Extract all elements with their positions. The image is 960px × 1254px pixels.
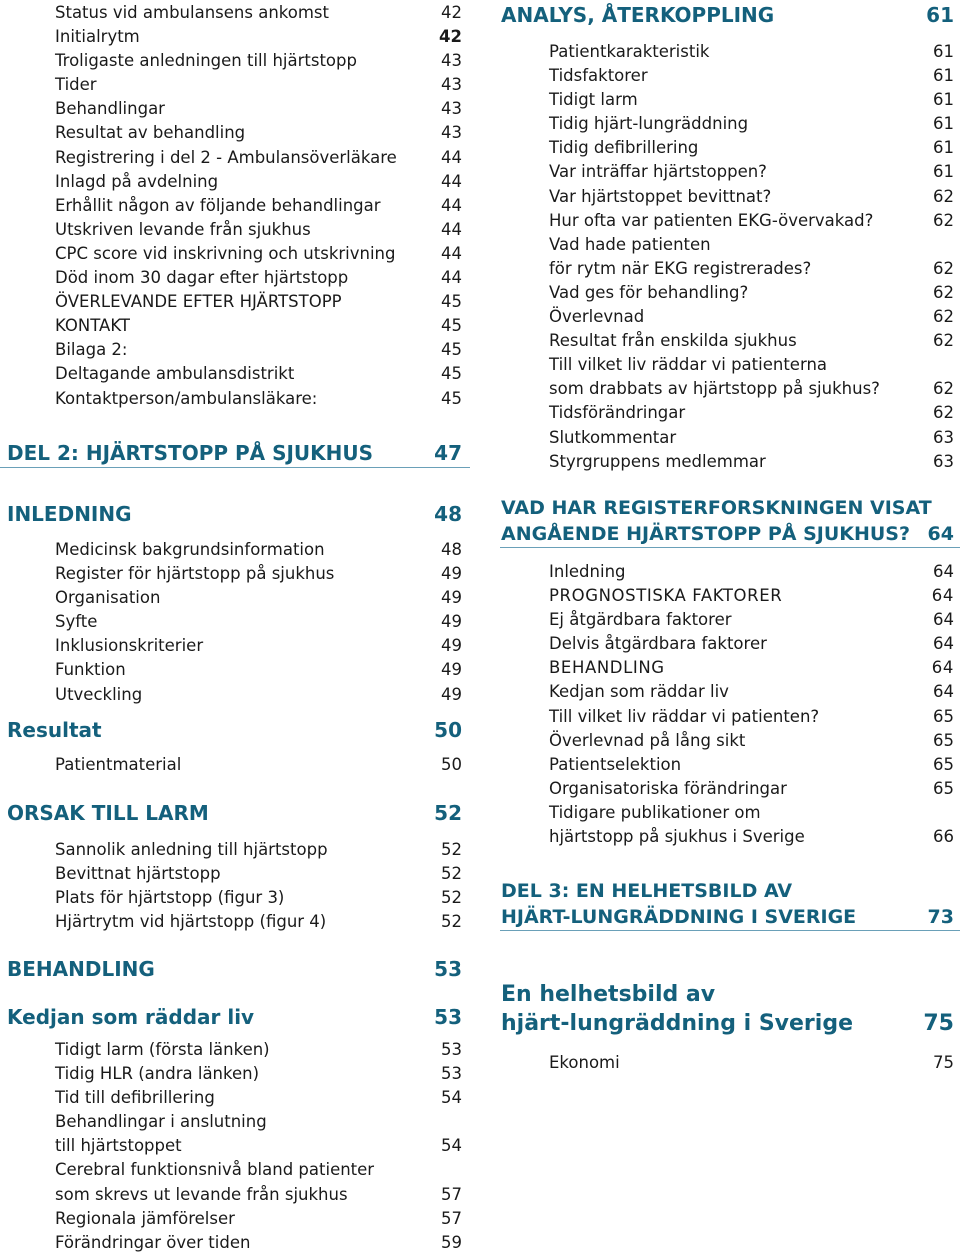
toc-entry-label: PROGNOSTISKA FAKTORER [549, 586, 783, 606]
toc-entry[interactable] [0, 1, 470, 25]
toc-entry-label: Överlevnad på lång sikt [549, 730, 746, 750]
toc-analys-entries [500, 40, 960, 474]
toc-entry-multiline[interactable] [0, 1158, 470, 1206]
toc-entry-page: 49 [441, 660, 462, 680]
heading-label: DEL 2: HJÄRTSTOPP PÅ SJUKHUS [7, 441, 374, 465]
toc-entry-line1: Vad hade patienten [549, 234, 711, 254]
toc-entry[interactable] [500, 185, 960, 209]
toc-entry[interactable] [500, 632, 960, 656]
toc-entry-page: 49 [441, 612, 462, 632]
heading-page: 50 [434, 718, 462, 742]
toc-entry-line2: hjärtstopp på sjukhus i Sverige [549, 827, 805, 847]
toc-entry[interactable] [0, 290, 470, 314]
toc-entry-page: 45 [441, 316, 462, 336]
toc-entry-label: Hur ofta var patienten EKG-övervakad? [549, 210, 874, 230]
toc-entry[interactable] [500, 112, 960, 136]
toc-entry-label: Funktion [55, 660, 126, 680]
toc-entry[interactable] [0, 218, 470, 242]
toc-entry-page: 64 [933, 610, 954, 630]
toc-entry[interactable] [0, 586, 470, 610]
toc-entry-label: Plats för hjärtstopp (figur 3) [55, 888, 285, 908]
toc-entry-label: KONTAKT [55, 316, 130, 336]
heading-line2: HJÄRT-LUNGRÄDDNING I SVERIGE [501, 906, 857, 928]
toc-entry-page: 64 [931, 586, 954, 606]
heading-line2: ANGÅENDE HJÄRTSTOPP PÅ SJUKHUS? [501, 523, 911, 545]
toc-entry-page: 61 [933, 66, 954, 86]
toc-entry[interactable] [0, 562, 470, 586]
toc-entry[interactable] [0, 194, 470, 218]
toc-entry-page: 65 [933, 706, 954, 726]
toc-entry-label: Organisatoriska förändringar [549, 778, 787, 798]
toc-entry-label: Erhållit någon av följande behandlingar [55, 195, 381, 215]
toc-entry-line2: till hjärtstoppet [55, 1136, 182, 1156]
toc-entry-label: Tidig HLR (andra länken) [55, 1064, 260, 1084]
heading-page: 48 [434, 502, 462, 526]
heading-label: BEHANDLING [7, 957, 155, 981]
toc-entry-label: Patientselektion [549, 754, 682, 774]
toc-entry[interactable] [500, 64, 960, 88]
heading-page: 73 [927, 906, 954, 928]
toc-entry[interactable] [0, 910, 470, 934]
toc-entry[interactable] [500, 656, 960, 680]
heading-label: ANALYS, ÅTERKOPPLING [501, 3, 775, 27]
toc-entry-line2: som drabbats av hjärtstopp på sjukhus? [549, 379, 880, 399]
toc-entry-page: 54 [441, 1088, 462, 1108]
toc-entry-label: Hjärtrytm vid hjärtstopp (figur 4) [55, 912, 327, 932]
toc-entry-page: 62 [933, 403, 954, 423]
toc-entry-label: Tidigt larm (första länken) [55, 1040, 270, 1059]
toc-entry-label: Var hjärtstoppet bevittnat? [549, 186, 772, 206]
toc-entry-page: 45 [441, 388, 462, 408]
toc-entry-multiline[interactable] [0, 1110, 470, 1158]
toc-entry[interactable] [0, 1207, 470, 1231]
toc-entry-label: Tider [55, 75, 97, 95]
toc-entry-page: 49 [441, 564, 462, 584]
toc-entry[interactable] [0, 1062, 470, 1086]
toc-entry[interactable] [500, 729, 960, 753]
toc-entry-label: Patientkarakteristik [549, 42, 710, 61]
heading-line1: En helhetsbild av [501, 982, 716, 1007]
toc-entry-line1: Behandlingar i anslutning [55, 1112, 267, 1132]
toc-entry[interactable] [0, 538, 470, 562]
toc-entry-page: 62 [933, 210, 954, 230]
toc-entry-label: Kontaktperson/ambulansläkare: [55, 388, 318, 408]
toc-entry-line1: Tidigare publikationer om [549, 802, 761, 822]
toc-entry-line1: Cerebral funktionsnivå bland patienter [55, 1160, 375, 1180]
toc-entry-page: 45 [441, 364, 462, 384]
toc-heading-orsak[interactable] [0, 800, 470, 827]
toc-entry[interactable] [0, 683, 470, 707]
heading-label: Kedjan som räddar liv [7, 1005, 255, 1029]
toc-heading-kedjan[interactable] [0, 1004, 470, 1031]
toc-entry-page: 48 [441, 540, 462, 559]
toc-entry[interactable] [500, 209, 960, 233]
toc-entry-page: 62 [933, 307, 954, 327]
toc-entry-label: Ej åtgärdbara faktorer [549, 610, 732, 630]
toc-entry-page: 75 [933, 1053, 954, 1072]
toc-entry[interactable] [500, 40, 960, 64]
toc-entry-page: 45 [441, 340, 462, 360]
toc-entry-page: 64 [933, 562, 954, 581]
heading-label: Resultat [7, 718, 102, 742]
toc-entry-page: 49 [441, 636, 462, 656]
toc-entry[interactable] [500, 88, 960, 112]
toc-entry[interactable] [500, 1051, 960, 1075]
toc-entry[interactable] [0, 862, 470, 886]
toc-entry[interactable] [0, 338, 470, 362]
toc-entry[interactable] [0, 121, 470, 145]
toc-entry-label: Delvis åtgärdbara faktorer [549, 634, 767, 654]
toc-heading-analys[interactable] [500, 2, 960, 29]
toc-left-top-entries [0, 1, 470, 411]
toc-entry-page: 44 [441, 171, 462, 191]
toc-entry-page: 63 [933, 427, 954, 447]
toc-entry[interactable] [0, 610, 470, 634]
toc-entry-label: Initialrytm [55, 27, 140, 47]
toc-entry[interactable] [500, 281, 960, 305]
toc-entry-label: Registrering i del 2 - Ambulansöverläkare [55, 147, 397, 167]
toc-entry[interactable] [0, 25, 470, 49]
toc-vad-entries [500, 560, 960, 849]
toc-entry-label: ÖVERLEVANDE EFTER HJÄRTSTOPP [55, 292, 342, 312]
toc-entry[interactable] [500, 753, 960, 777]
toc-entry[interactable] [0, 314, 470, 338]
toc-orsak-entries [0, 838, 470, 934]
toc-entry-label: Tidsfaktorer [549, 66, 648, 86]
toc-entry-label: Utveckling [55, 684, 143, 704]
toc-entry[interactable] [0, 266, 470, 290]
toc-entry-page: 49 [441, 588, 462, 608]
toc-entry-label: Slutkommentar [549, 427, 677, 447]
toc-entry[interactable] [0, 73, 470, 97]
toc-entry[interactable] [500, 680, 960, 704]
toc-entry-page: 42 [441, 3, 462, 22]
toc-entry-line1: Till vilket liv räddar vi patienterna [549, 355, 828, 375]
toc-entry[interactable] [0, 886, 470, 910]
toc-entry-label: Överlevnad [549, 307, 645, 327]
toc-entry[interactable] [500, 560, 960, 584]
toc-entry-label: Resultat från enskilda sjukhus [549, 331, 797, 351]
toc-entry-label: Status vid ambulansens ankomst [55, 3, 329, 22]
toc-entry-label: Tidig defibrillering [549, 138, 699, 158]
toc-entry-label: Medicinsk bakgrundsinformation [55, 540, 325, 559]
toc-entry-label: Organisation [55, 588, 161, 608]
toc-entry-label: Regionala jämförelser [55, 1208, 235, 1228]
toc-entry-page: 57 [441, 1208, 462, 1228]
toc-entry-page: 64 [933, 634, 954, 654]
toc-entry-label: Tidsförändringar [549, 403, 686, 423]
toc-kedjan-entries [0, 1038, 470, 1254]
heading-page: 61 [926, 3, 954, 27]
toc-heading-resultat[interactable] [0, 717, 470, 744]
toc-entry-label: BEHANDLING [549, 658, 665, 678]
toc-entry-label: Till vilket liv räddar vi patienten? [549, 706, 820, 726]
heading-line2: hjärt-lungräddning i Sverige [501, 1011, 853, 1036]
toc-entry[interactable] [500, 608, 960, 632]
toc-entry-label: Förändringar över tiden [55, 1232, 251, 1252]
heading-label: INLEDNING [7, 502, 132, 526]
toc-heading-del3[interactable] [500, 878, 960, 931]
toc-entry-line2: som skrevs ut levande från sjukhus [55, 1184, 348, 1204]
toc-entry-multiline[interactable] [500, 353, 960, 401]
toc-entry[interactable] [0, 362, 470, 386]
heading-label: ORSAK TILL LARM [7, 801, 209, 825]
toc-entry-label: Tidig hjärt-lungräddning [549, 114, 749, 134]
toc-entry-label: Bevittnat hjärtstopp [55, 864, 221, 884]
toc-entry-page: 62 [933, 258, 954, 278]
toc-entry-page: 61 [933, 90, 954, 110]
toc-entry-label: Styrgruppens medlemmar [549, 451, 766, 471]
toc-entry[interactable] [500, 705, 960, 729]
toc-entry[interactable] [0, 49, 470, 73]
toc-entry-label: Ekonomi [549, 1053, 620, 1072]
toc-heading-helhet[interactable] [500, 980, 960, 1038]
heading-page: 47 [434, 441, 462, 465]
toc-entry-label: Tid till defibrillering [55, 1088, 215, 1108]
toc-entry[interactable] [0, 838, 470, 862]
toc-entry-page: 52 [441, 912, 462, 932]
toc-entry-label: Kedjan som räddar liv [549, 682, 729, 702]
toc-entry[interactable] [0, 242, 470, 266]
toc-entry-page: 65 [933, 754, 954, 774]
toc-entry-page: 53 [441, 1064, 462, 1084]
toc-entry-page: 42 [439, 27, 462, 47]
heading-page: 64 [927, 523, 954, 545]
toc-entry-page: 62 [933, 282, 954, 302]
toc-entry[interactable] [500, 329, 960, 353]
toc-entry-page: 44 [441, 195, 462, 215]
heading-line1: DEL 3: EN HELHETSBILD AV [501, 880, 793, 902]
toc-entry-label: Bilaga 2: [55, 340, 128, 360]
toc-resultat-entries [0, 753, 470, 777]
toc-entry[interactable] [500, 426, 960, 450]
toc-entry-label: Syfte [55, 612, 98, 632]
toc-entry[interactable] [500, 584, 960, 608]
toc-entry[interactable] [500, 136, 960, 160]
toc-entry-label: Deltagande ambulansdistrikt [55, 364, 295, 384]
toc-heading-del2[interactable] [0, 440, 470, 468]
toc-entry-page: 61 [933, 162, 954, 182]
toc-entry-page: 59 [441, 1232, 462, 1252]
toc-helhet-entries [500, 1051, 960, 1075]
toc-entry-page: 66 [933, 827, 954, 847]
toc-entry-page: 61 [933, 42, 954, 61]
toc-heading-inledning[interactable] [0, 501, 470, 528]
toc-entry-page: 64 [931, 658, 954, 678]
toc-entry-page: 62 [933, 331, 954, 351]
toc-entry-page: 49 [441, 684, 462, 704]
toc-entry[interactable] [500, 305, 960, 329]
toc-entry[interactable] [0, 146, 470, 170]
toc-entry-label: Behandlingar [55, 99, 165, 119]
toc-entry-page: 54 [441, 1136, 462, 1156]
toc-entry-label: Vad ges för behandling? [549, 282, 749, 302]
toc-entry-page: 53 [441, 1040, 462, 1059]
toc-entry[interactable] [0, 1038, 470, 1062]
toc-entry-page: 63 [933, 451, 954, 471]
toc-entry[interactable] [0, 170, 470, 194]
toc-entry-label: Resultat av behandling [55, 123, 246, 143]
toc-entry-label: Troligaste anledningen till hjärtstopp [55, 51, 357, 71]
toc-inledning-entries [0, 538, 470, 707]
toc-entry-page: 44 [441, 243, 462, 263]
toc-entry-page: 44 [441, 268, 462, 288]
toc-entry-page: 43 [441, 123, 462, 143]
toc-entry-line2: för rytm när EKG registrerades? [549, 258, 812, 278]
heading-page: 53 [434, 957, 462, 981]
toc-entry-page: 43 [441, 99, 462, 119]
toc-entry-page: 61 [933, 114, 954, 134]
heading-page: 53 [434, 1005, 462, 1029]
toc-entry-label: Död inom 30 dagar efter hjärtstopp [55, 268, 349, 288]
toc-entry[interactable] [0, 1231, 470, 1254]
toc-entry-page: 52 [441, 864, 462, 884]
toc-entry-page: 64 [933, 682, 954, 702]
toc-entry-page: 57 [441, 1184, 462, 1204]
toc-entry-label: Tidigt larm [549, 90, 638, 110]
toc-entry[interactable] [500, 401, 960, 425]
toc-entry-page: 65 [933, 778, 954, 798]
toc-entry-multiline[interactable] [500, 801, 960, 849]
heading-line1: VAD HAR REGISTERFORSKNINGEN VISAT [501, 497, 932, 519]
toc-entry[interactable] [500, 160, 960, 184]
toc-entry-multiline[interactable] [500, 233, 960, 281]
toc-entry-label: Var inträffar hjärtstoppen? [549, 162, 767, 182]
toc-entry-page: 65 [933, 730, 954, 750]
toc-entry[interactable] [0, 97, 470, 121]
toc-heading-behandling[interactable] [0, 956, 470, 983]
toc-entry[interactable] [500, 777, 960, 801]
toc-entry-page: 43 [441, 75, 462, 95]
toc-entry[interactable] [0, 753, 470, 777]
heading-page: 75 [923, 1011, 954, 1036]
toc-entry-page: 44 [441, 147, 462, 167]
toc-entry-page: 43 [441, 51, 462, 71]
toc-entry[interactable] [0, 658, 470, 682]
toc-entry-page: 52 [441, 888, 462, 908]
toc-entry-label: Patientmaterial [55, 755, 182, 774]
toc-entry[interactable] [0, 634, 470, 658]
toc-entry-label: Register för hjärtstopp på sjukhus [55, 564, 335, 584]
toc-entry-page: 44 [441, 219, 462, 239]
toc-entry-label: Inledning [549, 562, 626, 581]
toc-entry-label: Utskriven levande från sjukhus [55, 219, 311, 239]
toc-entry[interactable] [0, 1086, 470, 1110]
toc-entry-page: 52 [441, 840, 462, 859]
toc-entry-label: Inklusionskriterier [55, 636, 204, 656]
toc-entry-page: 45 [441, 292, 462, 312]
toc-entry-page: 62 [933, 379, 954, 399]
toc-entry-page: 50 [441, 755, 462, 774]
toc-entry-label: CPC score vid inskrivning och utskrivning [55, 243, 396, 263]
heading-page: 52 [434, 801, 462, 825]
toc-entry[interactable] [0, 387, 470, 411]
toc-entry[interactable] [500, 450, 960, 474]
toc-entry-page: 62 [933, 186, 954, 206]
toc-entry-label: Inlagd på avdelning [55, 171, 219, 191]
toc-heading-vad[interactable] [500, 495, 960, 548]
toc-entry-label: Sannolik anledning till hjärtstopp [55, 840, 328, 859]
toc-entry-page: 61 [933, 138, 954, 158]
